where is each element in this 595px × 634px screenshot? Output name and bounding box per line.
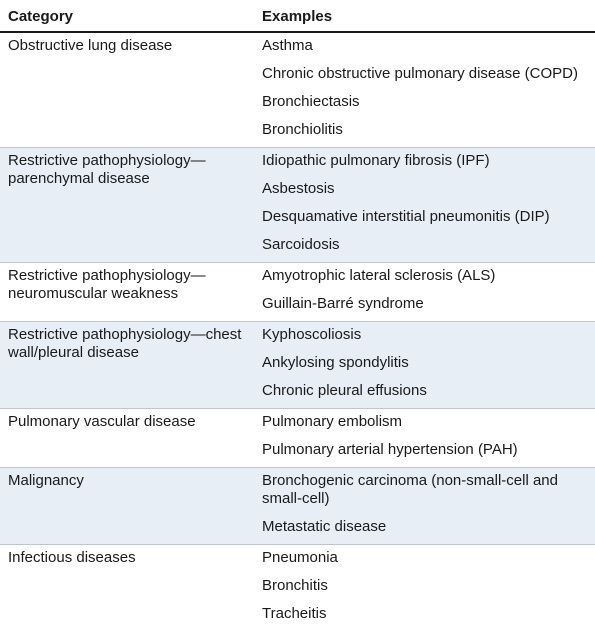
- examples-cell: [254, 468, 595, 545]
- table-row: [0, 148, 595, 263]
- example-item: Pulmonary arterial hypertension (PAH): [262, 441, 518, 458]
- example-item: Chronic obstructive pulmonary disease (COPD): [262, 65, 578, 82]
- example-item: Ankylosing spondylitis: [262, 354, 409, 371]
- category-cell: Obstructive lung disease: [8, 37, 173, 54]
- example-item: Bronchiectasis: [262, 93, 360, 110]
- example-item: Asthma: [262, 37, 313, 54]
- examples-cell: [254, 409, 595, 468]
- example-item: Idiopathic pulmonary fibrosis (IPF): [262, 152, 490, 169]
- example-item: Pulmonary embolism: [262, 413, 403, 430]
- category-cell: Malignancy: [0, 468, 254, 545]
- example-item: Pneumonia: [262, 549, 338, 566]
- examples-header: Examples: [254, 0, 595, 32]
- example-item: Asbestosis: [262, 180, 335, 197]
- examples-cell: [254, 32, 595, 148]
- examples-cell: [254, 322, 595, 409]
- example-item: Kyphoscoliosis: [262, 326, 362, 343]
- header-row: [0, 0, 595, 32]
- example-item: Guillain-Barré syndrome: [262, 295, 424, 312]
- examples-cell: [254, 545, 595, 632]
- example-item: Bronchitis: [262, 577, 328, 594]
- category-cell: Pulmonary vascular disease: [8, 413, 196, 430]
- example-item: Metastatic disease: [262, 518, 387, 535]
- example-item: Tracheitis: [262, 605, 327, 622]
- category-cell: Restrictive pathophysiology—parenchymal disease: [0, 148, 254, 263]
- table-row: [0, 468, 595, 545]
- table-row: [0, 263, 595, 322]
- category-header: Category: [0, 0, 254, 32]
- category-cell: Restrictive pathophysiology—chest wall/pleural disease: [0, 322, 254, 409]
- example-item: Bronchiolitis: [262, 121, 343, 138]
- example-item: Sarcoidosis: [262, 236, 340, 253]
- table-row: [0, 322, 595, 409]
- examples-cell: [254, 148, 595, 263]
- example-item: Chronic pleural effusions: [262, 382, 427, 399]
- table-row: [0, 545, 595, 632]
- example-item: Amyotrophic lateral sclerosis (ALS): [262, 267, 496, 284]
- table-row: [0, 409, 595, 468]
- examples-cell: [254, 263, 595, 322]
- category-cell: Infectious diseases: [8, 549, 136, 566]
- table-row: [0, 32, 595, 148]
- example-item: Desquamative interstitial pneumonitis (DIP): [262, 208, 550, 225]
- example-item: Bronchogenic carcinoma (non-small-cell and small-cell): [262, 472, 558, 507]
- category-cell: Restrictive pathophysiology—neuromuscular weakness: [8, 267, 206, 302]
